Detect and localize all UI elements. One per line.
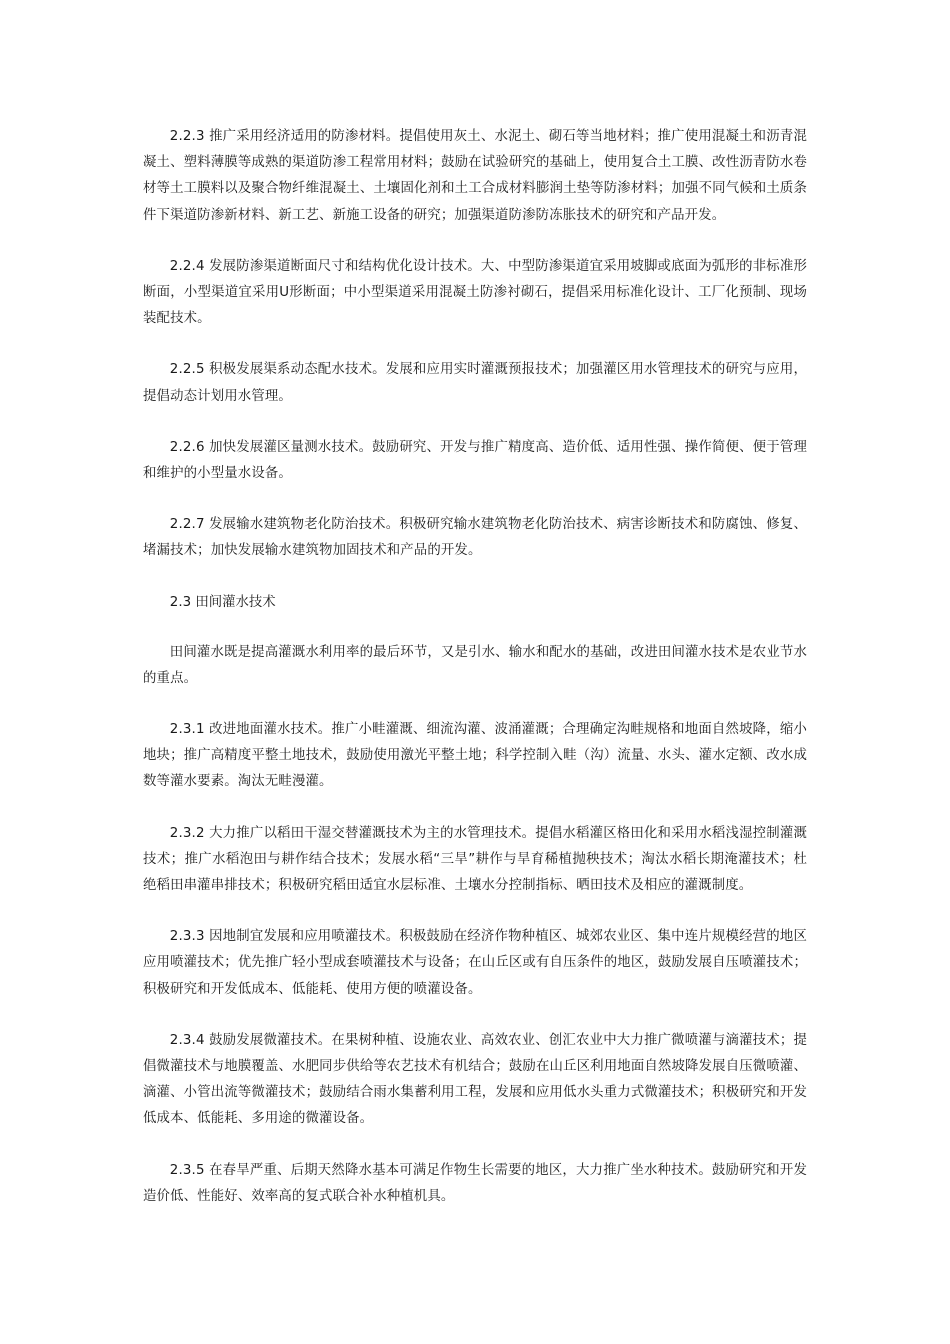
clause-number: 2.2.7 [169,517,205,533]
clause-text: 发展输水建筑物老化防治技术。积极研究输水建筑物老化防治技术、病害诊断技术和防腐蚀、修复、堵漏技术；加快发展输水建筑物加固技术和产品的开发。 [143,517,807,559]
clause-number: 2.2.6 [169,439,205,455]
clause-text: 在春旱严重、后期天然降水基本可满足作物生长需要的地区，大力推广坐水种技术。鼓励研究和开发造价低、性能好、效率高的复式联合补水种植机具。 [143,1162,807,1204]
clause-number: 2.3.2 [169,825,205,841]
clause-text: 发展防渗渠道断面尺寸和结构优化设计技术。大、中型防渗渠道宜采用坡脚或底面为弧形的非标准形断面，小型渠道宜采用U形断面；中小型渠道采用混凝土防渗衬砌石，提倡采用标准化设计、工厂化预制、现场装配技术。 [143,258,807,327]
paragraph-2-3-4 [143,1028,807,1133]
paragraph-2-2-6 [143,435,807,487]
section-heading: 2.3 田间灌水技术 [169,594,276,610]
document-page [143,124,807,1235]
paragraph-2-3-3 [143,924,807,1003]
clause-number: 2.3.1 [169,722,205,738]
paragraph-2-3-5 [143,1158,807,1210]
clause-text: 改进地面灌水技术。推广小畦灌溉、细流沟灌、波涌灌溉；合理确定沟畦规格和地面自然坡降，缩小地块；推广高精度平整土地技术，鼓励使用激光平整土地；科学控制入畦（沟）流量、水头、灌水定额、改水成数等灌水要素。淘汰无畦漫灌。 [143,722,807,790]
paragraph-2-2-5 [143,357,807,409]
clause-number: 2.2.3 [169,129,205,144]
paragraph-2-2-3 [143,124,807,229]
clause-number: 2.3.4 [169,1032,205,1048]
clause-number: 2.2.4 [169,258,205,274]
clause-number: 2.3.3 [169,929,205,945]
clause-number: 2.2.5 [169,362,205,378]
paragraph-2-2-7 [143,512,807,564]
clause-text: 因地制宜发展和应用喷灌技术。积极鼓励在经济作物种植区、城郊农业区、集中连片规模经营的地区应用喷灌技术；优先推广轻小型成套喷灌技术与设备；在山丘区或有自压条件的地区，鼓励发展自压喷灌技术；积极研究和开发低成本、低能耗、使用方便的喷灌设备。 [143,929,807,997]
clause-text: 推广采用经济适用的防渗材料。提倡使用灰土、水泥土、砌石等当地材料；推广使用混凝土和沥青混凝土、塑料薄膜等成熟的渠道防渗工程常用材料；鼓励在试验研究的基础上，使用复合土工膜、改性沥青防水卷材等土工膜料以及聚合物纤维混凝土、土壤固化剂和土工合成材料膨润土垫等防渗材料；加强不同气候和土质条件下渠道防渗新材料、新工艺、新施工设备的研究；加强渠道防渗防冻胀技术的研究和产品开发。 [143,129,807,223]
section-intro: 田间灌水既是提高灌溉水利用率的最后环节，又是引水、输水和配水的基础，改进田间灌水技术是农业节水的重点。 [143,644,807,686]
clause-text: 积极发展渠系动态配水技术。发展和应用实时灌溉预报技术；加强灌区用水管理技术的研究与应用，提倡动态计划用水管理。 [143,362,807,404]
clause-text: 加快发展灌区量测水技术。鼓励研究、开发与推广精度高、造价低、适用性强、操作简便、便于管理和维护的小型量水设备。 [143,439,807,482]
paragraph-2-3-2 [143,821,807,900]
clause-text: 大力推广以稻田干湿交替灌溉技术为主的水管理技术。提倡水稻灌区格田化和采用水稻浅湿控制灌溉技术；推广水稻泡田与耕作结合技术；发展水稻“三旱”耕作与旱育稀植抛秧技术；淘汰水稻长期淹灌技术；杜绝稻田串灌串排技术；积极研究稻田适宜水层标准、土壤水分控制指标、晒田技术及相应的灌溉制度。 [143,825,807,894]
clause-number: 2.3.5 [169,1162,205,1178]
clause-text: 鼓励发展微灌技术。在果树种植、设施农业、高效农业、创汇农业中大力推广微喷灌与滴灌技术；提倡微灌技术与地膜覆盖、水肥同步供给等农艺技术有机结合；鼓励在山丘区利用地面自然坡降发展自压微喷灌、滴灌、小管出流等微灌技术；鼓励结合雨水集蓄利用工程，发展和应用低水头重力式微灌技术；积极研究和开发低成本、低能耗、多用途的微灌设备。 [143,1032,807,1127]
paragraph-2-2-4 [143,254,807,333]
paragraph-2-3-1 [143,717,807,796]
